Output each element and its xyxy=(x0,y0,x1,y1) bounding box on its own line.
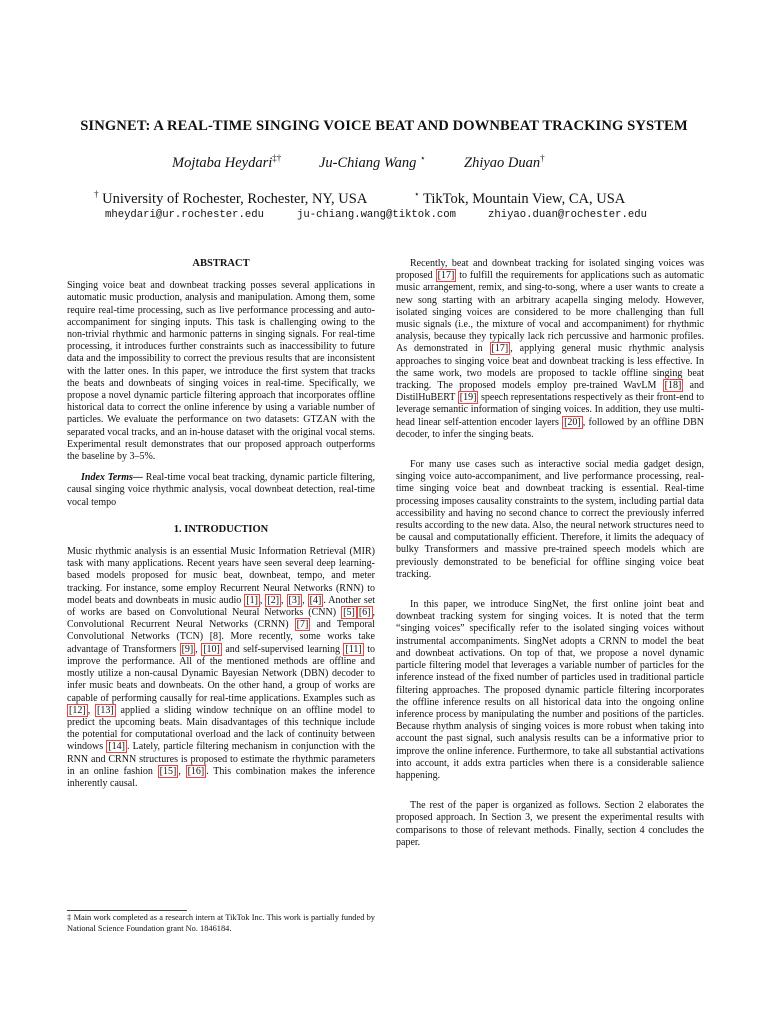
citation-6[interactable]: [6] xyxy=(358,607,371,619)
left-column xyxy=(67,258,375,790)
citation-15[interactable]: [15] xyxy=(159,765,177,777)
citation-3[interactable]: [3] xyxy=(288,594,301,606)
citation-7[interactable]: [7] xyxy=(296,619,309,631)
footnote-divider xyxy=(67,910,187,911)
citation-16[interactable]: [16] xyxy=(187,765,205,777)
intro-paragraph-5: The rest of the paper is organized as follows. Section 2 elaborates the proposed approach. In Section 3, we present the experimental results with comparisons to those of relevant methods. Finally, section 4 concludes the paper. xyxy=(396,800,704,848)
author-list xyxy=(0,153,768,173)
citation-13[interactable]: [13] xyxy=(97,704,114,716)
email-wang[interactable]: ju-chiang.wang@tiktok.com xyxy=(297,209,456,221)
citation-9[interactable]: [9] xyxy=(181,643,194,655)
citation-4[interactable]: [4] xyxy=(309,594,322,606)
affiliation-tiktok: ⋆ TikTok, Mountain View, CA, USA xyxy=(414,189,626,207)
intro-paragraph-2: Recently, beat and downbeat tracking for isolated singing voices was proposed [17] to fulfill the requirements for applications such as automatic music arrangement, remix, and sing-to-song, where a user wants to create a new song starting with an arbitrary acapella singing melody. However, isolated singing voices are considered to be more challenging than full music signals (i.e., the mixture of vocal and accompaniment) for rhythmic analysis, because they typically lack rich percussive and harmonic profiles. As demonstrated in [17] , applying general music rhythmic analysis approaches to singing voice beat and downbeat tracking is less effective. In the same work, two models are proposed to tackle offline singing beat tracking. The proposed models employ pre-trained WavLM [18] and DistilHuBERT [19] speech representations respectively as their front-end to leverage semantic information of singing voices. In addition, they use multi-head linear self-attention encoder layers [20] , followed by an offline DBN decoder, to infer the singing beats. xyxy=(396,258,704,440)
intro-paragraph-1: Music rhythmic analysis is an essential Music Information Retrieval (MIR) task with many applications. Recent years have seen several deep learning-based models proposed for music beat, downbeat, tempo, and meter tracking. For instance, some employ Recurrent Neural Networks (RNN) to model beats and downbeats in music audio [1] , [2] , [3] , [4] . Another set of works are based on Convolutional Neural Networks (CNN) [5] [6] , Convolutional Recurrent Neural Networks (CRNN) [7] and Temporal Convolutional Networks (TCN) [8]. More recently, some works take advantage of Transformers [9] , [10] and self-supervised learning [11] to improve the performance. All of the mentioned methods are offline and mostly utilize a non-causal Dynamic Bayesian Network (DBN) decoder to infer music beats and downbeats. On the other hand, a group of works are capable of performing causally for real-time applications. Examples such as [12] , [13] applied a sliding window technique on an offline model to predict the upcoming beats. Main disadvantages of this technique include the potential for computational overload and the lack of continuity between windows [14] . Lately, particle filtering mechanism in conjunction with the RNN and CRNN structures is proposed to estimate the rhythmic parameters in an online fashion [15] , [16] . This combination makes the inference inherently causal. xyxy=(67,546,376,789)
citation-8: 8 xyxy=(213,631,219,643)
author-3: Zhiyao Duan† xyxy=(464,153,545,171)
email-heydari[interactable]: mheydari@ur.rochester.edu xyxy=(105,209,264,221)
citation-1[interactable]: [1] xyxy=(246,594,258,606)
citation-5[interactable]: [5] xyxy=(343,607,355,619)
paper-title: SINGNET: A REAL-TIME SINGING VOICE BEAT AND DOWNBEAT TRACKING SYSTEM xyxy=(80,118,688,134)
footnote: ‡ Main work completed as a research intern at TikTok Inc. This work is partially funded by National Science Foundation grant No. 1846184. xyxy=(67,913,375,933)
citation-2[interactable]: [2] xyxy=(267,594,280,606)
intro-paragraph-3: For many use cases such as interactive social media gadget design, singing voice auto-accompaniment, and live performance processing, real-time singing voice beat and downbeat tracking is essential. Real-time processing imposes causality constraints to the system, including partial data accessibility and having no second chance to correct the previously inferred results according to the new data. Also, the neural network structures need to be causal and computationally efficient. Therefore, it limits the adequacy of bulky Transformers and massive pre-trained speech models which are previously demonstrated to be beneficial for offline singing voice beat tracking. xyxy=(396,459,704,580)
email-duan[interactable]: zhiyao.duan@rochester.edu xyxy=(488,209,647,221)
citation-17b[interactable]: [17] xyxy=(491,343,509,355)
introduction-heading: 1. INTRODUCTION xyxy=(173,523,269,535)
citation-19[interactable]: [19] xyxy=(459,392,477,404)
affiliation-rochester: † University of Rochester, Rochester, NY, USA xyxy=(94,189,368,207)
intro-paragraph-4: In this paper, we introduce SingNet, the first online joint beat and downbeat tracking system for singing voices. It is noted that the term “singing voices” specifically refer to the isolated singing voices without instrumental accompaniments. SingNet adopts a CRNN to model the beat and downbeat activations. On top of that, we propose a novel dynamic particle filtering model that leverages a variable number of particles for the inference instead of the fixed number of particles used in traditional particle filtering approaches. The proposed dynamic particle filtering incorporates the offline inference results on all historical data into the ongoing online inference process by manipulating the number and positions of the particles. Because rhythm analysis of singing voices is more robust when taking into account the past signal, such analysis results can be a informative prior to improve the online inference. Furthermore, to take all substantial activations into account, it adds extra particles when there is a considerable salience happening. xyxy=(396,599,704,781)
citation-20[interactable]: [20] xyxy=(564,416,581,428)
citation-10[interactable]: [10] xyxy=(203,643,220,655)
right-column xyxy=(396,258,704,849)
citation-18[interactable]: [18] xyxy=(664,380,682,392)
citation-14[interactable]: [14] xyxy=(108,741,125,753)
author-1: Mojtaba Heydari‡† xyxy=(172,153,282,171)
index-terms: Index Terms— Real-time vocal beat tracking, dynamic particle filtering, causal singing voice rhythmic analysis, vocal downbeat detection, real-time vocal tempo xyxy=(67,472,375,508)
index-terms-label: Index Terms— xyxy=(81,472,143,484)
citation-12[interactable]: [12] xyxy=(69,704,86,716)
abstract-heading: ABSTRACT xyxy=(192,258,250,269)
citation-17[interactable]: [17] xyxy=(437,270,455,282)
author-2: Ju-Chiang Wang ⋆ xyxy=(319,153,426,171)
abstract-text: Singing voice beat and downbeat tracking posses several applications in automatic music production, analysis and manipulation. Among them, some require real-time processing, such as live performance processing and auto-accompaniment for singing inputs. This task is challenging owing to the non-trivial rhythmic and harmonic patterns in singing signals. For real-time processing, it introduces further constraints such as inaccessibility to future data and the impossibility to correct the previous results that are inconsistent with the latter ones. In this paper, we introduce the first system that tracks the beats and downbeats of singing voices in real-time. Specifically, we propose a novel dynamic particle filtering approach that incorporates offline historical data to correct the online inference by using a variable number of particles. We evaluate the performance on two datasets: GTZAN with the separated vocal tracks, and an in-house dataset with the original vocal stems. Experimental result demonstrates that our proposed approach outperforms the baseline by 3–5%. xyxy=(67,280,375,463)
citation-11[interactable]: [11] xyxy=(345,643,362,655)
